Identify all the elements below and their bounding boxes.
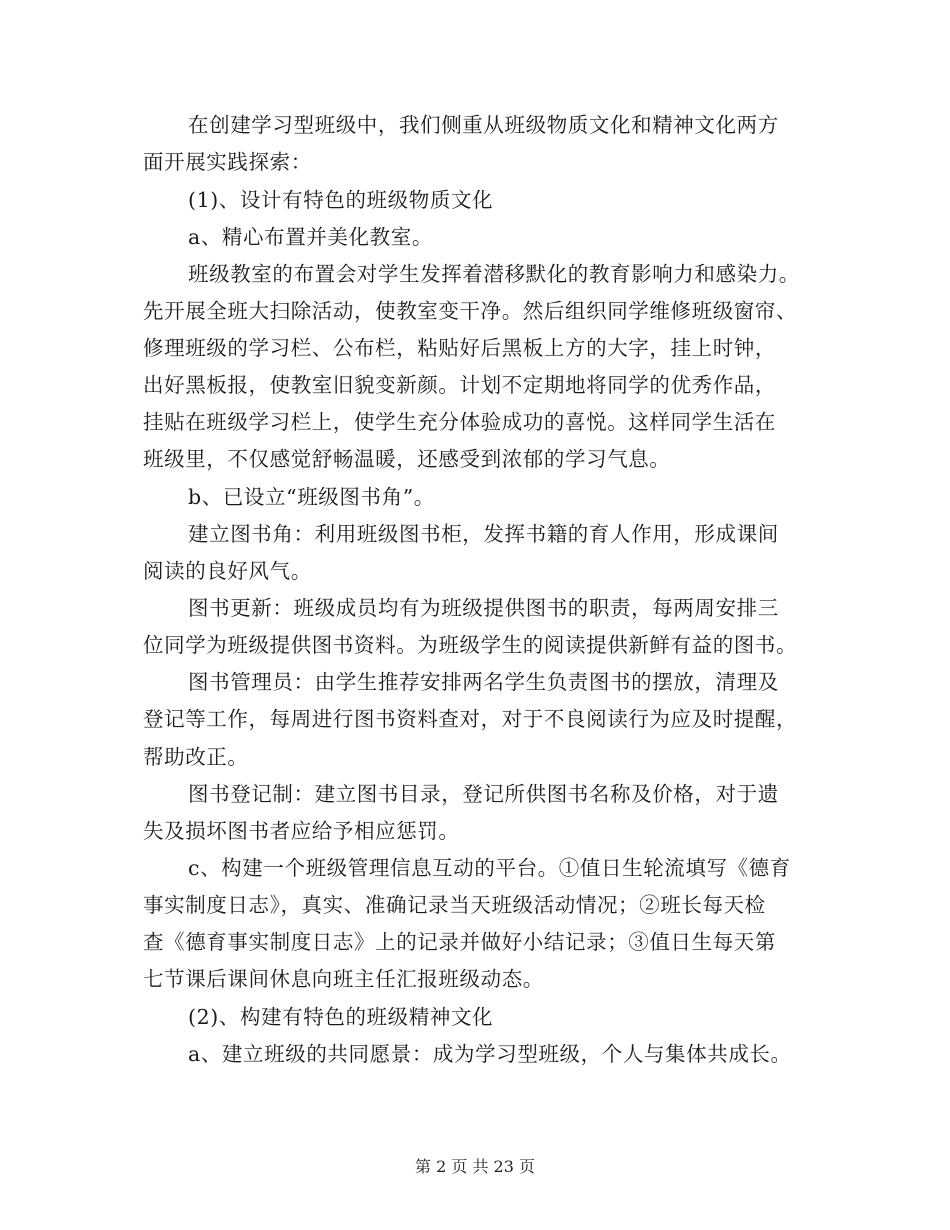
section-heading: (2)、构建有特色的班级精神文化 bbox=[188, 1005, 494, 1029]
paragraph-line: 挂贴在班级学习栏上，使学生充分体验成功的喜悦。这样同学生活在 bbox=[143, 410, 776, 434]
paragraph-line: 图书登记制：建立图书目录，登记所供图书名称及价格，对于遗 bbox=[188, 782, 779, 806]
subsection-heading: a、建立班级的共同愿景：成为学习型班级，个人与集体共成长。 bbox=[188, 1042, 792, 1066]
paragraph-line: 建立图书角：利用班级图书柜，发挥书籍的育人作用，形成课间 bbox=[188, 522, 779, 546]
paragraph-line: 失及损坏图书者应给予相应惩罚。 bbox=[143, 819, 460, 843]
paragraph-line: 事实制度日志》，真实、准确记录当天班级活动情况；②班长每天检 bbox=[143, 893, 766, 917]
paragraph-line: 在创建学习型班级中，我们侧重从班级物质文化和精神文化两方 bbox=[188, 113, 779, 137]
subsection-heading: a、精心布置并美化教室。 bbox=[188, 225, 433, 249]
paragraph-line: 修理班级的学习栏、公布栏，粘贴好后黑板上方的大字，挂上时钟， bbox=[143, 336, 776, 360]
paragraph-line: 图书更新：班级成员均有为班级提供图书的职责，每两周安排三 bbox=[188, 596, 779, 620]
paragraph-line: 查《德育事实制度日志》上的记录并做好小结记录；③值日生每天第 bbox=[143, 930, 776, 954]
subsection-heading: b、已设立“班级图书角”。 bbox=[188, 485, 435, 509]
paragraph-line: 帮助改正。 bbox=[143, 745, 249, 769]
paragraph-line: 登记等工作，每周进行图书资料查对，对于不良阅读行为应及时提醒， bbox=[143, 707, 798, 731]
paragraph-line: 位同学为班级提供图书资料。为班级学生的阅读提供新鲜有益的图书。 bbox=[143, 633, 798, 657]
paragraph-line: 班级教室的布置会对学生发挥着潜移默化的教育影响力和感染力。 bbox=[188, 262, 800, 286]
section-heading: (1)、设计有特色的班级物质文化 bbox=[188, 188, 494, 212]
paragraph-line: 班级里，不仅感觉舒畅温暖，还感受到浓郁的学习气息。 bbox=[143, 447, 671, 471]
page-number-footer: 第 2 页 共 23 页 bbox=[415, 1157, 535, 1176]
paragraph-line: 图书管理员：由学生推荐安排两名学生负责图书的摆放，清理及 bbox=[188, 670, 779, 694]
paragraph-line: 七节课后课间休息向班主任汇报班级动态。 bbox=[143, 967, 544, 991]
subsection-heading: c、构建一个班级管理信息互动的平台。①值日生轮流填写《德育 bbox=[188, 856, 791, 880]
paragraph-line: 面开展实践探索： bbox=[143, 150, 312, 174]
paragraph-line: 出好黑板报，使教室旧貌变新颜。计划不定期地将同学的优秀作品， bbox=[143, 373, 776, 397]
paragraph-line: 阅读的良好风气。 bbox=[143, 559, 312, 583]
paragraph-line: 先开展全班大扫除活动，使教室变干净。然后组织同学维修班级窗帘、 bbox=[143, 299, 798, 323]
